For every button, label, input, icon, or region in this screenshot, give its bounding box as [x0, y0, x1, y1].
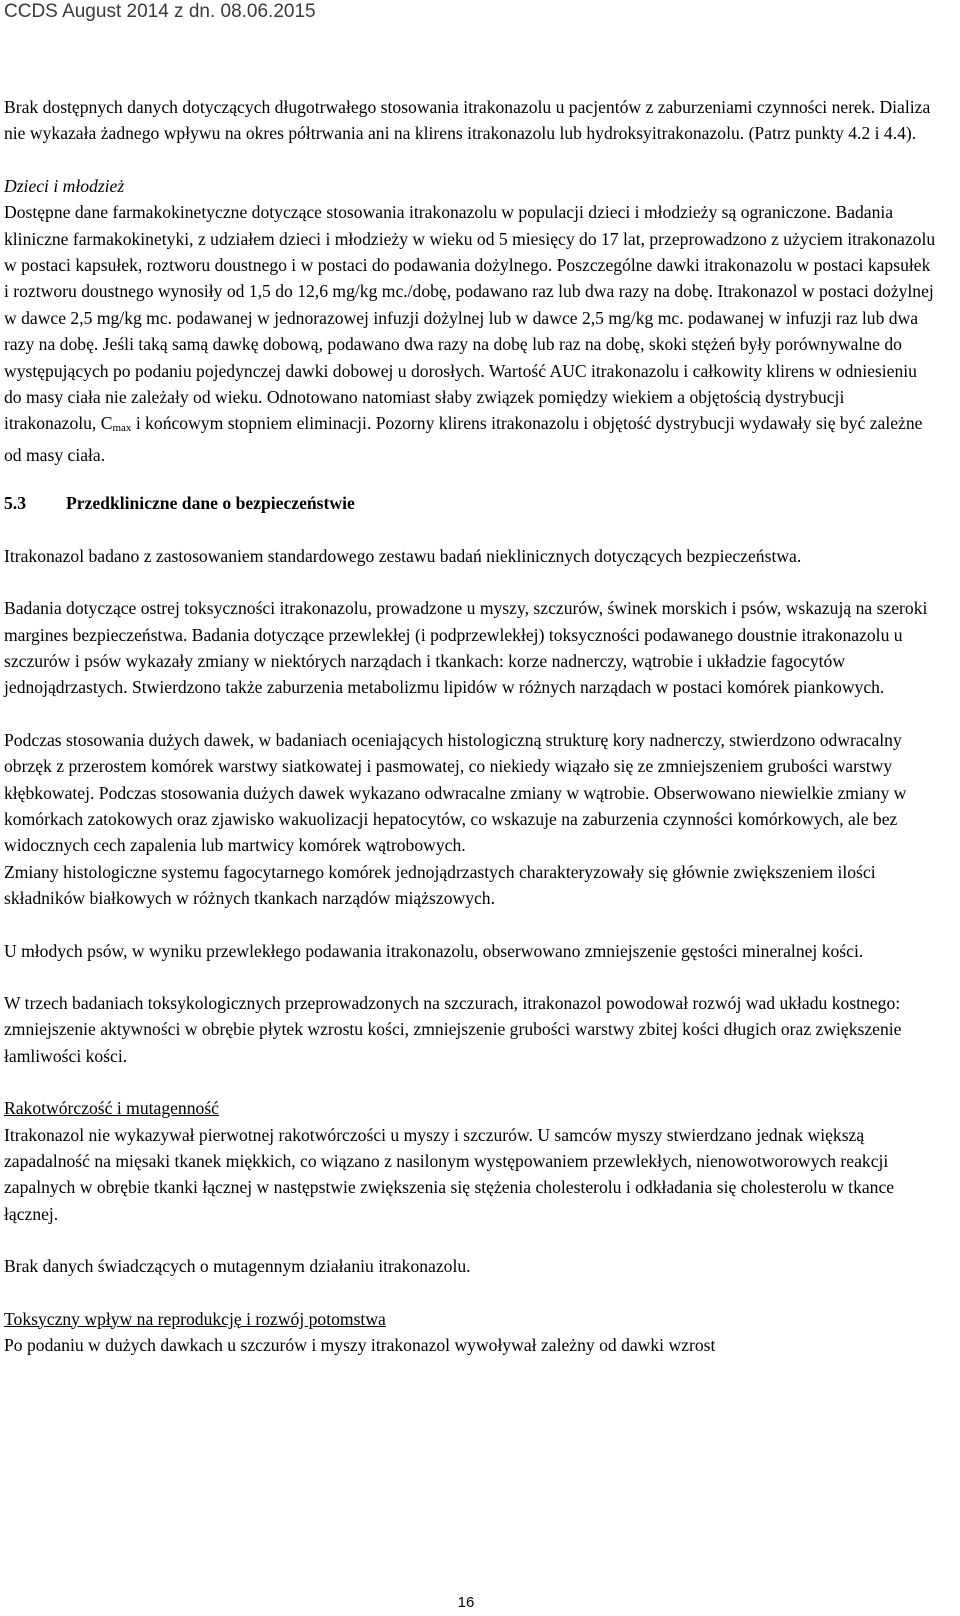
cmax-subscript: max	[112, 422, 132, 435]
safety-paragraph-3: Podczas stosowania dużych dawek, w badaniach oceniających histologiczną strukturę kory nadnerczy, stwierdzono odwracalny obrzęk z przerostem komórek warstwy siatkowatej i pasmowatej, co niekiedy wiązało się ze zmniejszeniem grubości warstwy kłębkowatej. Podczas stosowania dużych dawek wykazano odwracalne zmiany w wątrobie. Obserwowano niewielkie zmiany w komórkach zatokowych oraz zjawisko wakuolizacji hepatocytów, co wskazuje na zaburzenia czynności komórkowych, ale bez widocznych cech zapalenia lub martwicy komórek wątrobowych.	[4, 729, 907, 856]
section-number: 5.3	[4, 493, 26, 514]
document-header: CCDS August 2014 z dn. 08.06.2015	[4, 1, 316, 22]
reproduction-subheading: Toksyczny wpływ na reprodukcję i rozwój potomstwa	[4, 1308, 386, 1329]
children-text-part-a: Dostępne dane farmakokinetyczne dotyczące stosowania itrakonazolu w populacji dzieci i młodzieży są ograniczone. Badania kliniczne farmakokinetyki, z udziałem dzieci i młodzieży w wieku od 5 miesięcy do 17 lat, przeprowadzono z użyciem itrakonazolu w postaci kapsułek, roztworu doustnego i w postaci do podawania dożylnego. Poszczególne dawki itrakonazolu w postaci kapsułek i roztworu doustnego wynosiły od 1,5 do 12,6 mg/kg mc./dobę, podawano raz lub dwa razy na dobę. Itrakonazol w postaci dożylnej w dawce 2,5 mg/kg mc. podawanej w jednorazowej infuzji dożylnej lub w dawce 2,5 mg/kg mc. podawanej w infuzji raz lub dwa razy na dobę. Jeśli taką samą dawkę dobową, podawano dwa razy na dobę lub raz na dobę, skoki stężeń były porównywalne do występujących po podaniu pojedynczej dawki dobowej u dorosłych. Wartość AUC itrakonazolu i całkowity klirens w odniesieniu do masy ciała nie zależały od wieku. Odnotowano natomiast słaby związek pomiędzy wiekiem a objętością dystrybucji itrakonazolu, C	[4, 202, 936, 434]
renal-paragraph: Brak dostępnych danych dotyczących długotrwałego stosowania itrakonazolu u pacjentów z zaburzeniami czynności nerek. Dializa nie wykazała żadnego wpływu na okres półtrwania ani na klirens itrakonazolu lub hydroksyitrakonazolu. (Patrz punkty 4.2 i 4.4).	[4, 97, 931, 144]
safety-paragraph-2: Badania dotyczące ostrej toksyczności itrakonazolu, prowadzone u myszy, szczurów, świnek morskich i psów, wskazują na szeroki margines bezpieczeństwa. Badania dotyczące przewlekłej (i podprzewlekłej) toksyczności podawanego doustnie itrakonazolu u szczurów i psów wykazały zmiany w niektórych narządach i tkankach: korze nadnerczy, wątrobie i układzie fagocytów jednojądrzastych. Stwierdzono także zaburzenia metabolizmu lipidów w różnych narządach w postaci komórek piankowych.	[4, 598, 928, 698]
document-body	[4, 94, 936, 1358]
safety-paragraph-4: U młodych psów, w wyniku przewlekłego podawania itrakonazolu, obserwowano zmniejszenie gęstości mineralnej kości.	[4, 940, 864, 961]
safety-paragraph-1: Itrakonazol badano z zastosowaniem standardowego zestawu badań nieklinicznych dotyczących bezpieczeństwa.	[4, 545, 802, 566]
children-paragraph	[4, 199, 936, 468]
carcinogenicity-paragraph: Itrakonazol nie wykazywał pierwotnej rakotwórczości u myszy i szczurów. U samców myszy stwierdzano jednak większą zapadalność na mięsaki tkanek miękkich, co wiązano z nasilonym występowaniem przewlekłych, nienowotworowych reakcji zapalnych w obrębie tkanki łącznej w następstwie zwiększenia się stężenia cholesterolu i odkładania się cholesterolu w tkance łącznej.	[4, 1124, 895, 1224]
page-number: 16	[457, 1594, 475, 1611]
safety-paragraph-3b: Zmiany histologiczne systemu fagocytarnego komórek jednojądrzastych charakteryzowały się głównie zwiększeniem ilości składników białkowych w różnych tkankach narządów miąższowych.	[4, 861, 876, 909]
safety-paragraph-5: W trzech badaniach toksykologicznych przeprowadzonych na szczurach, itrakonazol powodował rozwój wad układu kostnego: zmniejszenie aktywności w obrębie płytek wzrostu kości, zmniejszenie grubości warstwy zbitej kości długich oraz zwiększenie łamliwości kości.	[4, 992, 902, 1066]
mutagenicity-paragraph: Brak danych świadczących o mutagennym działaniu itrakonazolu.	[4, 1256, 471, 1277]
children-text-part-b: i końcowym stopniem eliminacji. Pozorny klirens itrakonazolu i objętość dystrybucji wydawały się być zależne od masy ciała.	[4, 413, 923, 465]
section-title: Przedkliniczne dane o bezpieczeństwie	[66, 493, 355, 514]
children-subheading: Dzieci i młodzież	[4, 175, 125, 196]
section-heading	[4, 490, 936, 516]
reproduction-paragraph: Po podaniu w dużych dawkach u szczurów i myszy itrakonazol wywoływał zależny od dawki wzrost	[4, 1335, 716, 1356]
carcinogenicity-subheading: Rakotwórczość i mutagenność	[4, 1098, 219, 1119]
